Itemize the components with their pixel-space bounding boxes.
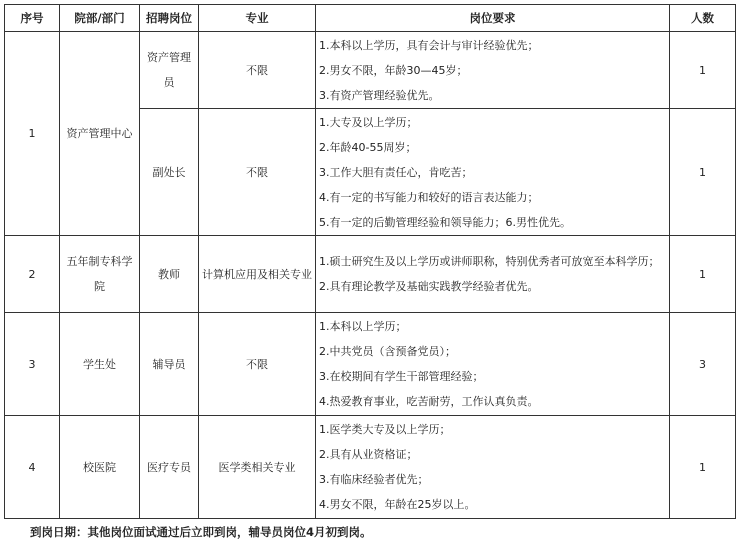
requirement-line: 3.在校期间有学生干部管理经验； bbox=[319, 370, 484, 383]
requirement-line: 2.具有从业资格证； bbox=[319, 448, 418, 461]
cell-position: 资产管理员 bbox=[140, 32, 199, 109]
requirement-line: 1.本科以上学历，具有会计与审计经验优先； bbox=[319, 38, 539, 52]
cell-no: 2 bbox=[5, 236, 60, 313]
cell-position: 教师 bbox=[140, 236, 199, 313]
cell-major: 不限 bbox=[199, 313, 316, 416]
requirement-line: 2.年龄40-55周岁； bbox=[319, 140, 417, 154]
cell-major: 医学类相关专业 bbox=[199, 416, 316, 519]
header-dept: 院部/部门 bbox=[60, 5, 140, 32]
table-row bbox=[5, 416, 736, 519]
cell-major: 计算机应用及相关专业 bbox=[199, 236, 316, 313]
requirement-line: 1.硕士研究生及以上学历或讲师职称，特别优秀者可放宽至本科学历； bbox=[319, 255, 660, 268]
recruitment-table bbox=[4, 4, 736, 519]
requirement-line: 4.热爱教育事业，吃苦耐劳，工作认真负责。 bbox=[319, 395, 539, 408]
cell-position: 辅导员 bbox=[140, 313, 199, 416]
cell-dept: 校医院 bbox=[60, 416, 140, 519]
requirement-line: 4.有一定的书写能力和较好的语言表达能力； bbox=[319, 190, 539, 204]
cell-no: 1 bbox=[5, 32, 60, 236]
requirement-line: 2.男女不限，年龄30—45岁； bbox=[319, 63, 468, 77]
requirement-line: 2.中共党员（含预备党员）； bbox=[319, 345, 456, 358]
requirement-line: 5.有一定的后勤管理经验和领导能力；6.男性优先。 bbox=[319, 215, 571, 229]
cell-position: 副处长 bbox=[140, 109, 199, 236]
cell-requirements bbox=[316, 313, 670, 416]
cell-count: 1 bbox=[670, 416, 736, 519]
requirement-line: 1.本科以上学历； bbox=[319, 320, 407, 333]
cell-count: 1 bbox=[670, 109, 736, 236]
cell-requirements bbox=[316, 236, 670, 313]
requirement-line: 2.具有理论教学及基础实践教学经验者优先。 bbox=[319, 280, 539, 293]
cell-dept: 资产管理中心 bbox=[60, 32, 140, 236]
cell-count: 1 bbox=[670, 32, 736, 109]
cell-major: 不限 bbox=[199, 32, 316, 109]
header-no: 序号 bbox=[5, 5, 60, 32]
table-row bbox=[5, 313, 736, 416]
table-row bbox=[5, 236, 736, 313]
cell-no: 3 bbox=[5, 313, 60, 416]
header-count: 人数 bbox=[670, 5, 736, 32]
cell-count: 1 bbox=[670, 236, 736, 313]
cell-requirements bbox=[316, 416, 670, 519]
requirement-line: 3.有临床经验者优先； bbox=[319, 473, 429, 486]
cell-no: 4 bbox=[5, 416, 60, 519]
requirement-line: 1.大专及以上学历； bbox=[319, 115, 418, 129]
arrival-date-note: 到岗日期：其他岗位面试通过后立即到岗，辅导员岗位4月初到岗。 bbox=[30, 525, 372, 539]
cell-dept: 五年制专科学院 bbox=[60, 236, 140, 313]
requirement-line: 3.工作大胆有责任心，肯吃苦； bbox=[319, 165, 473, 179]
header-requirements: 岗位要求 bbox=[316, 5, 670, 32]
requirement-line: 3.有资产管理经验优先。 bbox=[319, 88, 440, 102]
requirement-line: 4.男女不限，年龄在25岁以上。 bbox=[319, 498, 476, 511]
header-row bbox=[5, 5, 736, 32]
table-row bbox=[5, 32, 736, 109]
cell-major: 不限 bbox=[199, 109, 316, 236]
header-major: 专业 bbox=[199, 5, 316, 32]
cell-dept: 学生处 bbox=[60, 313, 140, 416]
cell-requirements bbox=[316, 109, 670, 236]
cell-position: 医疗专员 bbox=[140, 416, 199, 519]
cell-count: 3 bbox=[670, 313, 736, 416]
header-position: 招聘岗位 bbox=[140, 5, 199, 32]
requirement-line: 1.医学类大专及以上学历； bbox=[319, 423, 451, 436]
cell-requirements bbox=[316, 32, 670, 109]
